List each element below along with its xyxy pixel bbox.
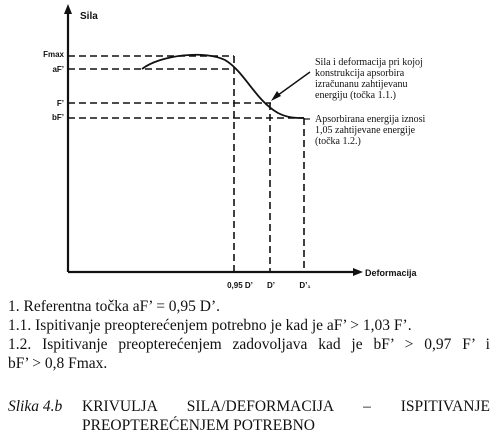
y-tick-label: bF’	[52, 113, 64, 122]
annotation-arrowhead-1	[271, 91, 281, 101]
y-tick-label: aF’	[52, 65, 64, 74]
caption-text: KRIVULJA SILA/DEFORMACIJA – ISPITIVANJE PREOPTEREĆENJEM POTREBNO	[82, 398, 490, 434]
note-item-1: 1. Referentna točka aF’ = 0,95 D’.	[8, 298, 221, 315]
y-axis-arrow	[64, 4, 72, 14]
annotation-energy-point: Sila i deformacija pri kojoj konstrukcija apsorbira izračunanu zahtijevanu energiju (točka 1.1.)	[315, 57, 423, 101]
annotation-absorbed-energy: Apsorbirana energija iznosi 1,05 zahtijevane energije (točka 1.2.)	[315, 114, 426, 147]
y-axis-title: Sila	[80, 11, 98, 22]
note-item-1-1: 1.1. Ispitivanje preopterećenjem potrebno je kad je aF’ > 1,03 F’.	[8, 317, 412, 334]
x-axis-title: Deformacija	[365, 268, 417, 278]
note-item-1-2-cont: bF’ > 0,8 Fmax.	[8, 355, 108, 372]
x-axis-arrow	[353, 268, 363, 276]
note-item-1-2: 1.2. Ispitivanje preopterećenjem zadovoljava kad je bF’ > 0,97 F’ i	[8, 336, 490, 353]
y-tick-label: F’	[56, 99, 64, 108]
x-tick-label: D’₁	[299, 281, 311, 290]
x-tick-label: D’	[267, 281, 275, 290]
caption-label: Slika 4.b	[8, 398, 63, 415]
y-tick-label: Fmax	[43, 50, 64, 59]
force-deformation-curve	[142, 55, 304, 118]
x-tick-label: 0,95 D’	[227, 281, 253, 290]
notes-text	[8, 297, 490, 373]
